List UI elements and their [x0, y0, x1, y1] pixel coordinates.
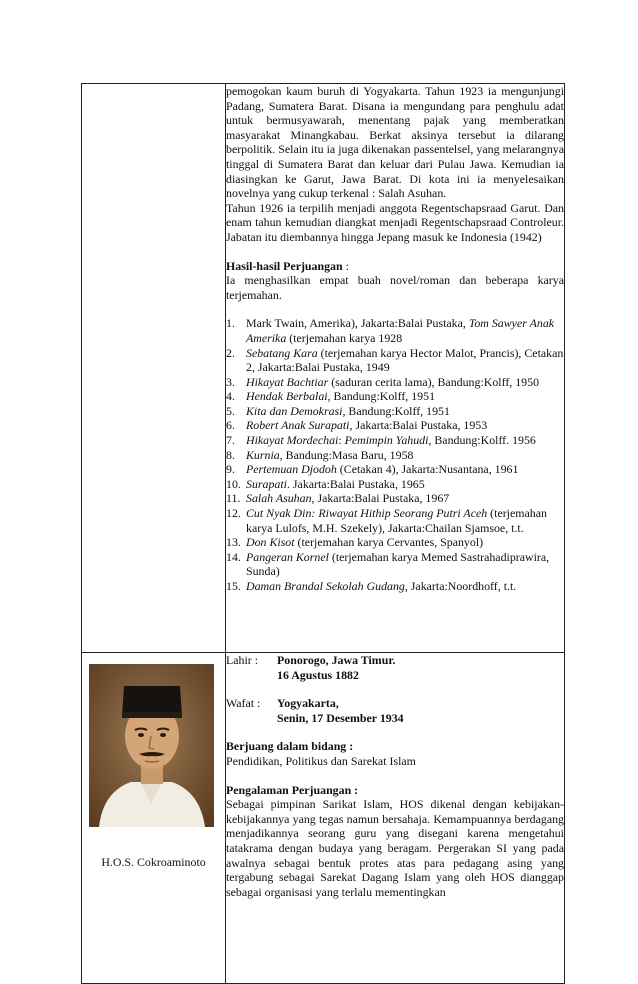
- work-details: , Bandung:Masa Baru, 1958: [279, 447, 414, 462]
- work-details: (terjemahan karya Lulofs, M.H. Szekely), Jakarta:Chailan Sjamsoe, t.t.: [246, 506, 547, 535]
- work-title: Robert Anak Surapati: [246, 418, 350, 433]
- list-item: [226, 535, 564, 550]
- birth-info: [226, 653, 564, 682]
- work-title: Hikayat Mordechai: [246, 433, 339, 448]
- work-details: (terjemahan karya 1928: [286, 330, 403, 345]
- list-item-number: 14.: [226, 549, 241, 564]
- work-details: :: [338, 433, 345, 448]
- career-paragraph: Tahun 1926 ia terpilih menjadi anggota Regentschapsraad Garut. Dan enam tahun kemudian diangkat menjadi Regentschapsraad Controleur. Jabatan itu diembannya hingga Jepang masuk ke Indonesia (1942): [226, 200, 564, 244]
- work-title: Pangeran Kornel: [246, 549, 329, 564]
- list-item: [226, 491, 564, 506]
- work-title: Daman Brandal Sekolah Gudang: [246, 579, 405, 593]
- work-title: Hikayat Bachtiar: [246, 374, 329, 389]
- results-colon: :: [342, 258, 349, 273]
- death-place: Yogyakarta,: [277, 696, 339, 711]
- list-item-number: 9.: [226, 462, 235, 477]
- list-item: [226, 550, 564, 579]
- work-details: (terjemahan karya Memed Sastrahadiprawira, Sunda): [246, 549, 550, 579]
- work-details: , Jakarta:Balai Pustaka, 1967: [311, 491, 450, 506]
- photo-cell: [82, 653, 226, 984]
- work-details: . Jakarta:Balai Pustaka, 1965: [286, 476, 425, 491]
- field-heading: Berjuang dalam bidang :: [226, 739, 354, 754]
- work-details: , Bandung:Kolff, 1951: [327, 389, 436, 404]
- list-item-number: 11.: [226, 491, 241, 506]
- experience-heading: Pengalaman Perjuangan :: [226, 782, 359, 797]
- table-row: [82, 653, 565, 984]
- list-item-number: 1.: [226, 316, 235, 331]
- work-title: Kita dan Demokrasi: [246, 403, 343, 418]
- work-details: , Jakarta:Noordhoff, t.t.: [404, 579, 517, 593]
- list-item: [226, 418, 564, 433]
- work-title: Pertemuan Djodoh: [246, 462, 337, 477]
- death-label: Wafat :: [226, 696, 261, 711]
- birth-date: 16 Agustus 1882: [277, 667, 359, 682]
- empty-photo-cell: [82, 84, 226, 653]
- table-row: [82, 84, 565, 653]
- list-item-number: 5.: [226, 403, 235, 418]
- work-title: Tom Sawyer Anak Amerika: [246, 316, 555, 345]
- list-item-number: 13.: [226, 535, 241, 550]
- list-item-number: 10.: [226, 476, 241, 491]
- work-details: Mark Twain, Amerika), Jakarta:Balai Pustaka,: [246, 316, 469, 331]
- list-item: [226, 477, 564, 492]
- work-title: Don Kisot: [246, 535, 295, 550]
- work-details: , Jakarta:Balai Pustaka, 1953: [349, 418, 488, 433]
- experience-text: Sebagai pimpinan Sarikat Islam, HOS dikenal dengan kebijakan-kebijakannya yang tegas namun bersahaja. Kemampuannya berdagang menjadikannya seorang guru yang disegani karena mengetahui tatakrama dengan budaya yang beragam. Pergerakan SI yang pada awalnya sebagai bentuk protes atas para pedagang asing yang tergabung sebagai Sarekat Dagang Islam yang oleh HOS dianggap sebagai organisasi yang terlalu mementingkan: [226, 797, 564, 899]
- list-item: [226, 462, 564, 477]
- list-item-number: 15.: [226, 579, 241, 593]
- work-title: Surapati: [246, 476, 287, 491]
- work-title: Hendak Berbalai: [246, 389, 328, 404]
- list-item: [226, 404, 564, 419]
- list-item: [226, 346, 564, 375]
- list-item-number: 3.: [226, 374, 235, 389]
- list-item-number: 12.: [226, 506, 241, 521]
- portrait-photo: [89, 664, 214, 827]
- results-text: Ia menghasilkan empat buah novel/roman dan beberapa karya terjemahan.: [226, 273, 564, 302]
- list-item-number: 4.: [226, 389, 235, 404]
- work-details: (terjemahan karya Cervantes, Spanyol): [294, 535, 484, 550]
- list-item: [226, 389, 564, 404]
- list-item-number: 2.: [226, 345, 235, 360]
- list-item-number: 7.: [226, 433, 235, 448]
- work-details: , Bandung:Kolff, 1951: [342, 403, 450, 418]
- results-heading: Hasil-hasil Perjuangan: [226, 258, 343, 273]
- list-item: [226, 579, 564, 594]
- death-info: [226, 696, 564, 725]
- biography-text-cell: [226, 84, 565, 653]
- profile-text-cell: [226, 653, 565, 984]
- list-item: [226, 316, 564, 345]
- list-item: [226, 506, 564, 535]
- work-title: Pemimpin Yahudi: [344, 433, 429, 448]
- portrait-caption: H.O.S. Cokroaminoto: [101, 855, 206, 869]
- death-date: Senin, 17 Desember 1934: [277, 710, 404, 725]
- work-title: Salah Asuhan: [246, 491, 312, 506]
- list-item-number: 6.: [226, 418, 235, 433]
- birth-place: Ponorogo, Jawa Timur.: [277, 653, 396, 667]
- portrait-icon: [89, 664, 214, 827]
- work-title: Sebatang Kara: [246, 345, 318, 360]
- works-list: [226, 316, 564, 593]
- list-item: [226, 448, 564, 463]
- field-text: Pendidikan, Politikus dan Sarekat Islam: [226, 753, 416, 768]
- work-details: (saduran cerita lama), Bandung:Kolff, 1950: [328, 374, 540, 389]
- work-title: Kurnia: [246, 447, 280, 462]
- work-details: (Cetakan 4), Jakarta:Nusantana, 1961: [336, 462, 519, 477]
- work-details: (terjemahan karya Hector Malot, Prancis), Cetakan 2, Jakarta:Balai Pustaka, 1949: [246, 345, 564, 375]
- list-item: [226, 375, 564, 390]
- list-item-number: 8.: [226, 447, 235, 462]
- biography-table: [81, 83, 565, 984]
- work-title: Cut Nyak Din: Riwayat Hithip Seorang Putri Aceh: [246, 506, 488, 521]
- intro-paragraph: pemogokan kaum buruh di Yogyakarta. Tahun 1923 ia mengunjungi Padang, Sumatera Barat. Disana ia mengundang para penghulu adat untuk bermusyawarah, menentang pajak yang memberatkan masyarakat Minangkabau. Berkat aksinya tersebut ia dilarang berpolitik. Selain itu ia juga dikenakan passentelsel, yang melarangnya tinggal di Sumatera Barat dan keluar dari Pulau Jawa. Kemudian ia diasingkan ke Garut, Jawa Barat. Di kota ini ia menyelesaikan novelnya yang cukup terkenal : Salah Asuhan.: [226, 84, 564, 201]
- work-details: , Bandung:Kolff. 1956: [428, 433, 536, 448]
- birth-label: Lahir :: [226, 653, 259, 667]
- list-item: [226, 433, 564, 448]
- results-heading-line: [226, 259, 564, 274]
